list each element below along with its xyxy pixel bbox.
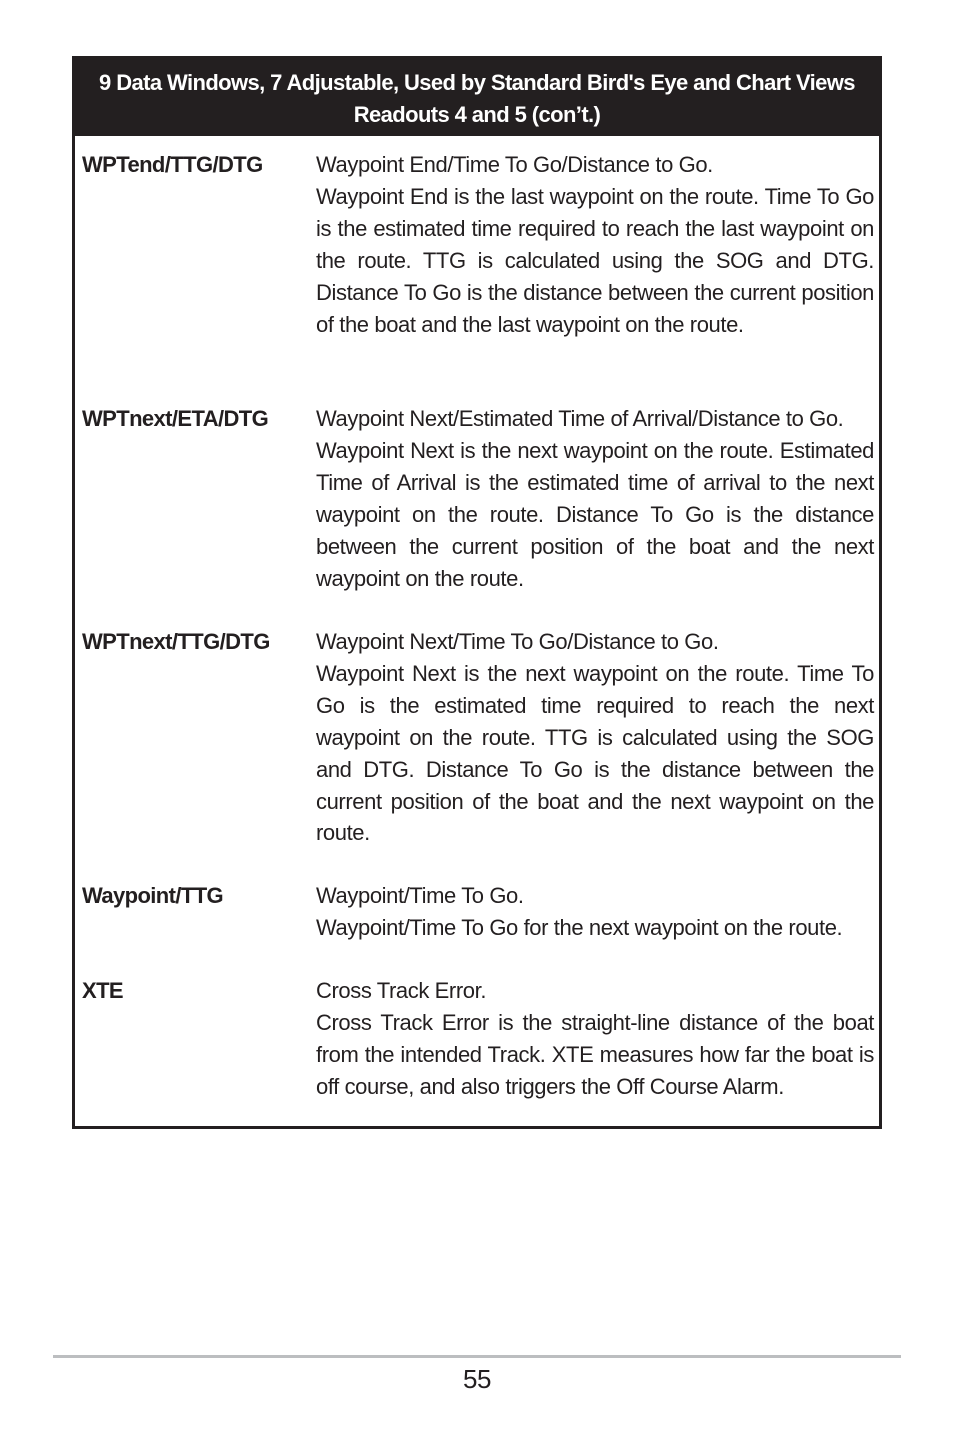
entry-label: WPTnext/ETA/DTG bbox=[82, 406, 269, 431]
table-subtitle: Readouts 4 and 5 (con’t.) bbox=[353, 102, 601, 127]
table-title: 9 Data Windows, 7 Adjustable, Used by Standard Bird's Eye and Chart Views bbox=[99, 70, 855, 95]
readouts-table bbox=[72, 56, 882, 1129]
entry-label: WPTend/TTG/DTG bbox=[82, 152, 263, 177]
entry-label: WPTnext/TTG/DTG bbox=[82, 629, 270, 654]
entry-description bbox=[316, 975, 874, 1103]
table-header bbox=[75, 59, 879, 136]
entry-title: Waypoint End/Time To Go/Distance to Go. bbox=[316, 152, 713, 177]
entry-body: Waypoint End is the last waypoint on the route. Time To Go is the estimated time required to reach the last waypoint on the route. TTG is calculated using the SOG and DTG. Distance To Go is the distance between the current position of the boat and the last waypoint on the route. bbox=[316, 183, 874, 337]
entry-description bbox=[316, 403, 874, 594]
entry-label: Waypoint/TTG bbox=[82, 883, 224, 908]
footer-divider bbox=[53, 1355, 901, 1358]
page-number: 55 bbox=[463, 1364, 491, 1394]
entry-body: Cross Track Error is the straight-line distance of the boat from the intended Track. XTE measures how far the boat is off course, and also triggers the Off Course Alarm. bbox=[316, 1009, 874, 1099]
entry-description bbox=[316, 149, 874, 340]
entry-title: Waypoint/Time To Go. bbox=[316, 883, 524, 908]
entry-title: Waypoint Next/Estimated Time of Arrival/Distance to Go. bbox=[316, 406, 844, 431]
entry-label: XTE bbox=[82, 978, 123, 1003]
entry-title: Cross Track Error. bbox=[316, 978, 487, 1003]
entry-body: Waypoint/Time To Go for the next waypoint on the route. bbox=[316, 914, 843, 940]
entry-description bbox=[316, 626, 874, 849]
entry-description bbox=[316, 880, 874, 944]
entry-title: Waypoint Next/Time To Go/Distance to Go. bbox=[316, 629, 719, 654]
entry-body: Waypoint Next is the next waypoint on the route. Time To Go is the estimated time required to reach the next waypoint on the route. TTG is calculated using the SOG and DTG. Distance To Go is the distance between the current position of the boat and the next waypoint on the route. bbox=[316, 660, 874, 846]
entry-body: Waypoint Next is the next waypoint on the route. Estimated Time of Arrival is the estimated time of arrival to the next waypoint on the route. Distance To Go is the distance between the current position of the boat and the next waypoint on the route. bbox=[316, 437, 874, 591]
